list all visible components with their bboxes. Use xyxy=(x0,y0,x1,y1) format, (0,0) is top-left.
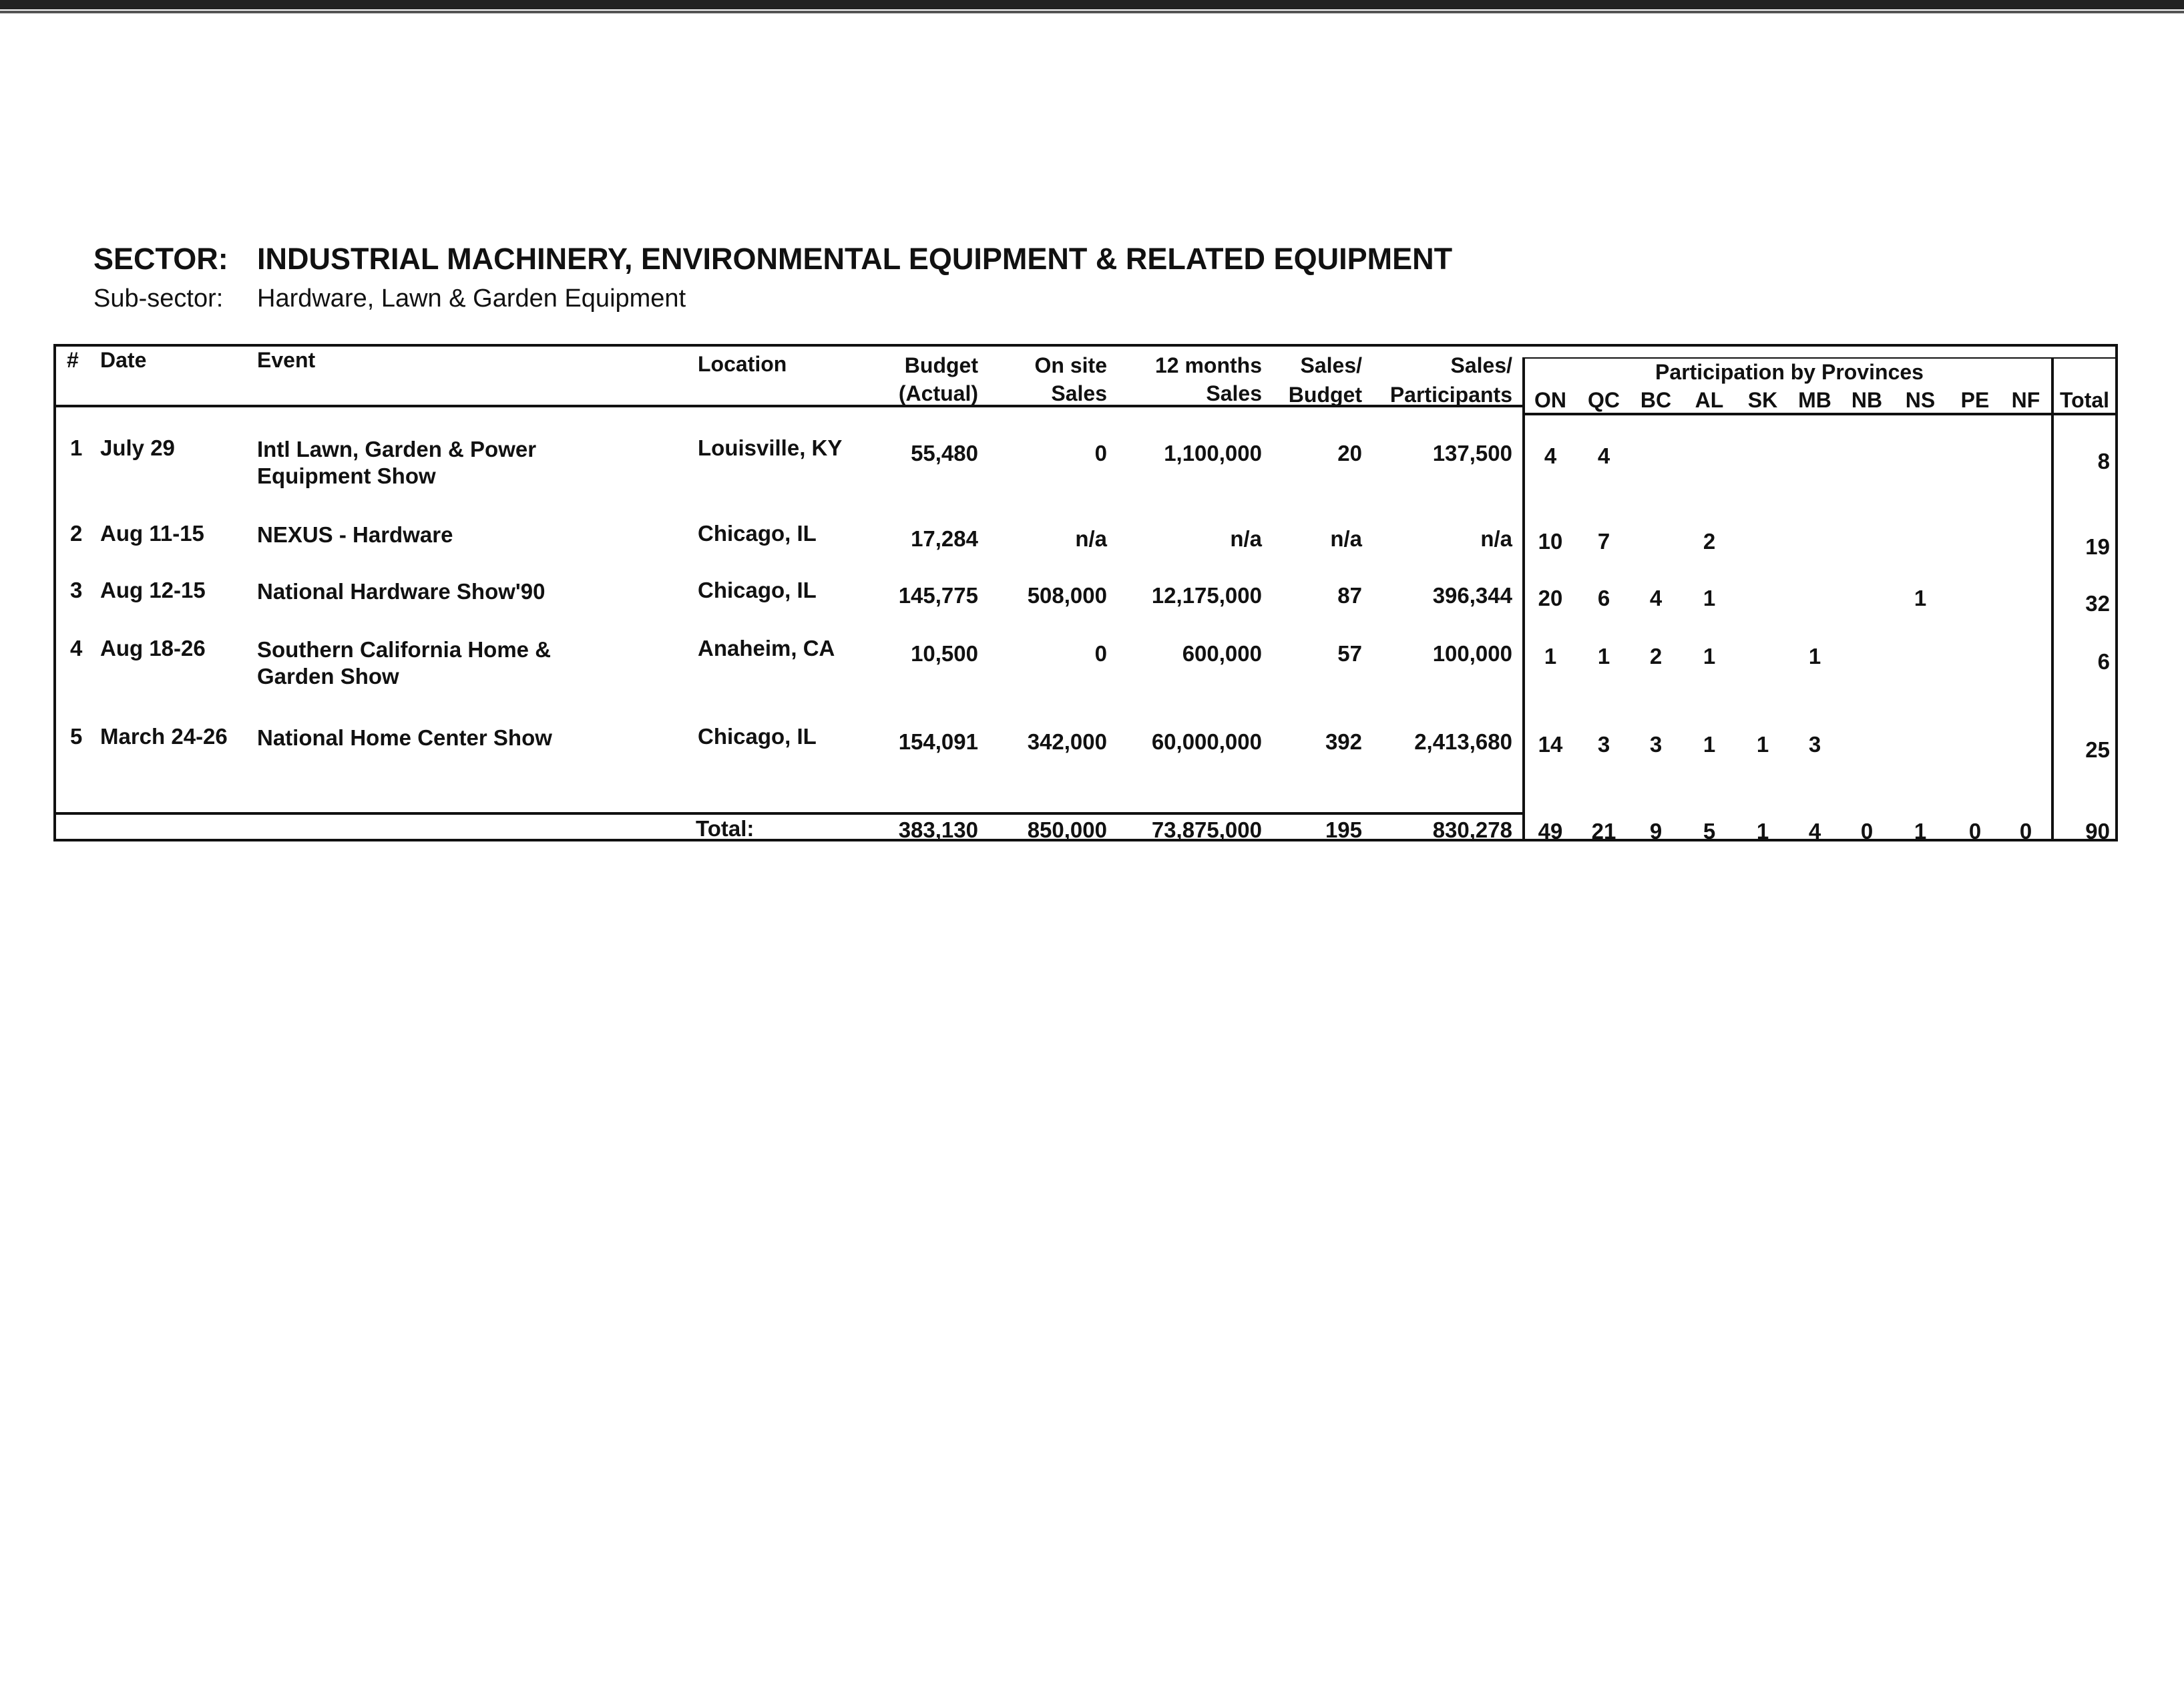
row-budget: 17,284 xyxy=(911,526,978,551)
row-onsite-sales: 342,000 xyxy=(1027,729,1107,754)
row-date: Aug 12-15 xyxy=(100,578,206,602)
header-num: # xyxy=(67,348,79,372)
row-budget: 145,775 xyxy=(898,583,978,608)
header-location: Location xyxy=(698,352,787,376)
row-total: 8 xyxy=(2097,449,2110,474)
header-province-al: AL xyxy=(1695,388,1724,412)
row-total: 25 xyxy=(2085,737,2110,762)
sector-value: INDUSTRIAL MACHINERY, ENVIRONMENTAL EQUIPMENT & RELATED EQUIPMENT xyxy=(257,242,1453,276)
row-event-line2: Garden Show xyxy=(257,664,399,689)
row-total: 32 xyxy=(2085,591,2110,616)
row-province-bc: 4 xyxy=(1649,586,1663,610)
header-province-ns: NS xyxy=(1905,388,1936,412)
row-number: 1 xyxy=(70,435,83,460)
row-province-qc: 1 xyxy=(1597,644,1610,669)
row-province-qc: 7 xyxy=(1597,529,1610,554)
row-date: July 29 xyxy=(100,435,175,460)
row-12months-sales: 600,000 xyxy=(1182,641,1262,666)
scan-top-border-shadow xyxy=(0,11,2184,13)
row-12months-sales: 12,175,000 xyxy=(1151,583,1262,608)
row-province-bc: 2 xyxy=(1649,644,1663,669)
row-event: Intl Lawn, Garden & Power xyxy=(257,437,537,461)
row-province-mb: 1 xyxy=(1808,644,1821,669)
row-province-bc: 3 xyxy=(1649,732,1663,757)
row-sales-participants: 100,000 xyxy=(1432,641,1512,666)
totals-12months-sales: 73,875,000 xyxy=(1151,817,1262,842)
totals-province-pe: 0 xyxy=(1968,819,1982,843)
row-total: 19 xyxy=(2085,534,2110,559)
row-location: Louisville, KY xyxy=(698,435,843,460)
totals-province-qc: 21 xyxy=(1591,819,1616,843)
row-province-on: 4 xyxy=(1544,443,1557,468)
header-province-nf: NF xyxy=(2011,388,2040,412)
row-province-on: 1 xyxy=(1544,644,1557,669)
subsector-title xyxy=(93,285,686,313)
header-salesbudget-2: Budget xyxy=(1288,383,1362,407)
row-budget: 10,500 xyxy=(911,641,978,666)
row-province-ns: 1 xyxy=(1914,586,1927,610)
subsector-value: Hardware, Lawn & Garden Equipment xyxy=(257,285,686,313)
row-province-qc: 4 xyxy=(1597,443,1610,468)
header-province-bc: BC xyxy=(1640,388,1672,412)
header-salesbudget: Sales/ xyxy=(1300,353,1362,377)
row-12months-sales: 1,100,000 xyxy=(1164,441,1262,465)
totals-sales-budget: 195 xyxy=(1325,817,1362,842)
row-event-line2: Equipment Show xyxy=(257,463,436,488)
header-participation: Participation by Provinces xyxy=(1655,360,1924,384)
row-location: Chicago, IL xyxy=(698,521,817,546)
row-province-qc: 6 xyxy=(1597,586,1610,610)
row-budget: 154,091 xyxy=(898,729,978,754)
row-province-al: 2 xyxy=(1703,529,1716,554)
header-province-nb: NB xyxy=(1851,388,1883,412)
totals-province-ns: 1 xyxy=(1914,819,1927,843)
row-number: 2 xyxy=(70,521,83,546)
row-sales-participants: 2,413,680 xyxy=(1414,729,1512,754)
row-budget: 55,480 xyxy=(911,441,978,465)
totals-total: 90 xyxy=(2085,819,2110,843)
header-budget-actual: (Actual) xyxy=(898,381,978,405)
sector-title xyxy=(93,242,1452,276)
row-location: Chicago, IL xyxy=(698,724,817,749)
row-sales-budget: 87 xyxy=(1337,583,1362,608)
header-event: Event xyxy=(257,348,316,372)
row-total: 6 xyxy=(2097,649,2110,674)
header-12months: 12 months xyxy=(1154,353,1262,377)
row-location: Anaheim, CA xyxy=(698,636,835,661)
totals-province-bc: 9 xyxy=(1649,819,1663,843)
row-sales-participants: 137,500 xyxy=(1432,441,1512,465)
row-province-qc: 3 xyxy=(1597,732,1610,757)
sector-label: SECTOR: xyxy=(93,242,228,276)
totals-province-al: 5 xyxy=(1703,819,1716,843)
row-province-on: 20 xyxy=(1538,586,1563,610)
row-province-al: 1 xyxy=(1703,644,1716,669)
row-event: National Home Center Show xyxy=(257,725,552,750)
header-date: Date xyxy=(100,348,147,372)
row-12months-sales: n/a xyxy=(1230,526,1262,551)
header-province-qc: QC xyxy=(1588,388,1620,412)
header-province-on: ON xyxy=(1534,388,1566,412)
header-province-pe: PE xyxy=(1960,388,1990,412)
row-date: Aug 11-15 xyxy=(100,521,204,546)
totals-sales-participants: 830,278 xyxy=(1432,817,1512,842)
row-province-mb: 3 xyxy=(1808,732,1821,757)
row-event: Southern California Home & xyxy=(257,637,552,662)
totals-province-mb: 4 xyxy=(1808,819,1821,843)
header-12months-sales: Sales xyxy=(1206,381,1262,405)
row-number: 4 xyxy=(70,636,83,661)
row-number: 3 xyxy=(70,578,83,602)
totals-province-on: 49 xyxy=(1538,819,1563,843)
subsector-label: Sub-sector: xyxy=(93,285,224,313)
row-location: Chicago, IL xyxy=(698,578,817,602)
row-sales-budget: 57 xyxy=(1337,641,1362,666)
row-province-on: 14 xyxy=(1538,732,1563,757)
row-onsite-sales: n/a xyxy=(1075,526,1107,551)
participation-left-rule xyxy=(1522,357,1525,841)
row-province-on: 10 xyxy=(1538,529,1563,554)
row-province-sk: 1 xyxy=(1756,732,1769,757)
row-sales-budget: 392 xyxy=(1325,729,1362,754)
row-number: 5 xyxy=(70,724,83,749)
row-province-al: 1 xyxy=(1703,732,1716,757)
totals-onsite-sales: 850,000 xyxy=(1027,817,1107,842)
totals-province-nf: 0 xyxy=(2019,819,2032,843)
row-date: March 24-26 xyxy=(100,724,228,749)
scan-top-border xyxy=(0,0,2184,9)
header-onsite-sales: Sales xyxy=(1051,381,1107,405)
row-sales-participants: 396,344 xyxy=(1432,583,1512,608)
row-event: NEXUS - Hardware xyxy=(257,522,453,547)
header-province-mb: MB xyxy=(1798,388,1831,412)
row-12months-sales: 60,000,000 xyxy=(1151,729,1262,754)
header-total: Total xyxy=(2059,388,2110,412)
row-sales-participants: n/a xyxy=(1480,526,1512,551)
row-onsite-sales: 0 xyxy=(1094,441,1107,465)
header-salespart-2: Participants xyxy=(1389,383,1512,407)
row-onsite-sales: 508,000 xyxy=(1027,583,1107,608)
row-province-al: 1 xyxy=(1703,586,1716,610)
header-onsite: On site xyxy=(1034,353,1107,377)
row-onsite-sales: 0 xyxy=(1094,641,1107,666)
row-event: National Hardware Show'90 xyxy=(257,579,545,604)
totals-budget: 383,130 xyxy=(898,817,978,842)
header-budget: Budget xyxy=(904,353,978,377)
totals-label: Total: xyxy=(696,816,754,841)
header-salespart: Sales/ xyxy=(1450,353,1512,377)
row-sales-budget: n/a xyxy=(1330,526,1362,551)
header-province-sk: SK xyxy=(1747,388,1778,412)
row-date: Aug 18-26 xyxy=(100,636,206,661)
totals-province-sk: 1 xyxy=(1756,819,1769,843)
row-sales-budget: 20 xyxy=(1337,441,1362,465)
totals-province-nb: 0 xyxy=(1860,819,1874,843)
